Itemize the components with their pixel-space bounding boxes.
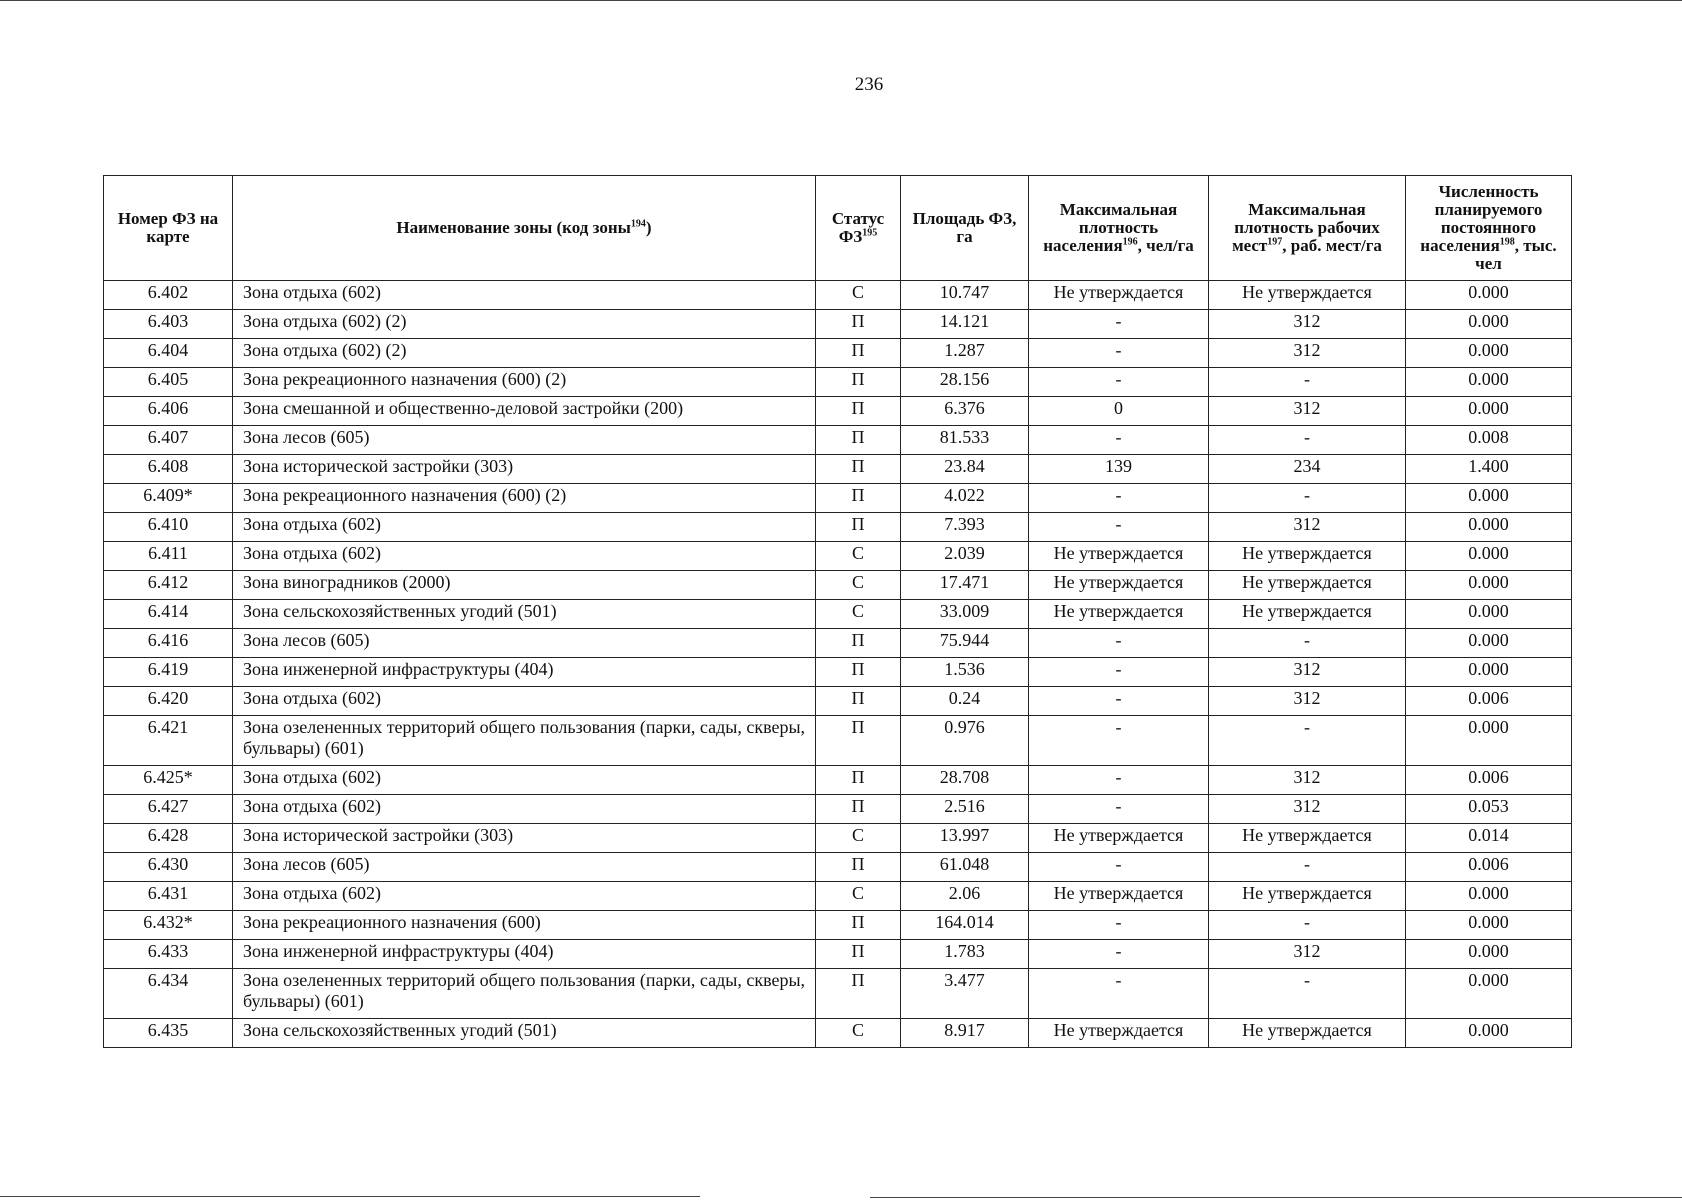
cell-number: 6.412 [104, 571, 233, 600]
table-row [104, 824, 1572, 853]
table-row [104, 600, 1572, 629]
table-row [104, 687, 1572, 716]
cell-work-density: 312 [1209, 397, 1406, 426]
cell-status: С [816, 824, 901, 853]
cell-name: Зона отдыха (602) [233, 766, 816, 795]
cell-work-density: - [1209, 853, 1406, 882]
cell-name: Зона отдыха (602) (2) [233, 310, 816, 339]
cell-area: 2.516 [901, 795, 1029, 824]
cell-pop-density: - [1029, 310, 1209, 339]
cell-pop-density: - [1029, 795, 1209, 824]
table-row [104, 969, 1572, 1019]
cell-name: Зона инженерной инфраструктуры (404) [233, 658, 816, 687]
cell-name: Зона рекреационного назначения (600) [233, 911, 816, 940]
cell-work-density: - [1209, 426, 1406, 455]
cell-area: 2.06 [901, 882, 1029, 911]
cell-name: Зона рекреационного назначения (600) (2) [233, 368, 816, 397]
cell-status: П [816, 940, 901, 969]
cell-pop-density: - [1029, 426, 1209, 455]
cell-number: 6.406 [104, 397, 233, 426]
table-row [104, 426, 1572, 455]
cell-pop-density: - [1029, 484, 1209, 513]
cell-work-density: - [1209, 911, 1406, 940]
cell-area: 8.917 [901, 1019, 1029, 1048]
cell-status: С [816, 571, 901, 600]
cell-number: 6.428 [104, 824, 233, 853]
cell-work-density: - [1209, 969, 1406, 1019]
cell-work-density: Не утверждается [1209, 882, 1406, 911]
cell-name: Зона лесов (605) [233, 426, 816, 455]
cell-name: Зона виноградников (2000) [233, 571, 816, 600]
cell-name: Зона отдыха (602) [233, 281, 816, 310]
cell-status: П [816, 658, 901, 687]
cell-status: П [816, 687, 901, 716]
cell-work-density: Не утверждается [1209, 600, 1406, 629]
cell-population: 0.000 [1406, 940, 1572, 969]
scan-edge-bottom [0, 1196, 700, 1197]
cell-name: Зона смешанной и общественно-деловой застройки (200) [233, 397, 816, 426]
cell-work-density: 312 [1209, 766, 1406, 795]
cell-pop-density: - [1029, 339, 1209, 368]
cell-area: 4.022 [901, 484, 1029, 513]
table-row [104, 853, 1572, 882]
cell-status: П [816, 969, 901, 1019]
cell-population: 0.000 [1406, 368, 1572, 397]
cell-work-density: - [1209, 629, 1406, 658]
cell-work-density: - [1209, 484, 1406, 513]
cell-name: Зона исторической застройки (303) [233, 824, 816, 853]
table-row [104, 455, 1572, 484]
cell-population: 0.000 [1406, 513, 1572, 542]
cell-population: 0.000 [1406, 542, 1572, 571]
cell-status: С [816, 882, 901, 911]
cell-work-density: 312 [1209, 687, 1406, 716]
cell-number: 6.403 [104, 310, 233, 339]
cell-name: Зона отдыха (602) [233, 687, 816, 716]
table-row [104, 571, 1572, 600]
cell-name: Зона рекреационного назначения (600) (2) [233, 484, 816, 513]
cell-name: Зона сельскохозяйственных угодий (501) [233, 1019, 816, 1048]
cell-name: Зона озелененных территорий общего пользования (парки, сады, скверы, бульвары) (601) [233, 969, 816, 1019]
cell-name: Зона отдыха (602) [233, 542, 816, 571]
cell-area: 75.944 [901, 629, 1029, 658]
cell-area: 164.014 [901, 911, 1029, 940]
cell-status: П [816, 766, 901, 795]
cell-number: 6.433 [104, 940, 233, 969]
cell-status: П [816, 310, 901, 339]
table-body [104, 281, 1572, 1048]
cell-number: 6.421 [104, 716, 233, 766]
cell-population: 0.000 [1406, 716, 1572, 766]
cell-pop-density: Не утверждается [1029, 600, 1209, 629]
cell-area: 81.533 [901, 426, 1029, 455]
cell-pop-density: - [1029, 969, 1209, 1019]
cell-population: 0.006 [1406, 766, 1572, 795]
cell-area: 7.393 [901, 513, 1029, 542]
cell-pop-density: Не утверждается [1029, 882, 1209, 911]
cell-pop-density: Не утверждается [1029, 542, 1209, 571]
zones-table [103, 175, 1572, 1048]
cell-status: П [816, 853, 901, 882]
cell-population: 0.000 [1406, 882, 1572, 911]
cell-area: 2.039 [901, 542, 1029, 571]
cell-work-density: Не утверждается [1209, 281, 1406, 310]
cell-number: 6.432* [104, 911, 233, 940]
cell-number: 6.430 [104, 853, 233, 882]
cell-name: Зона лесов (605) [233, 629, 816, 658]
cell-status: С [816, 600, 901, 629]
cell-population: 0.000 [1406, 600, 1572, 629]
cell-area: 13.997 [901, 824, 1029, 853]
cell-area: 1.536 [901, 658, 1029, 687]
cell-pop-density: Не утверждается [1029, 571, 1209, 600]
cell-name: Зона отдыха (602) (2) [233, 339, 816, 368]
cell-population: 0.000 [1406, 397, 1572, 426]
cell-status: П [816, 716, 901, 766]
header-work-density: Максимальная плотность рабочих мест$^{197}$, раб. мест/га [1209, 176, 1406, 281]
cell-work-density: 312 [1209, 310, 1406, 339]
table-row [104, 940, 1572, 969]
cell-work-density: Не утверждается [1209, 824, 1406, 853]
cell-number: 6.410 [104, 513, 233, 542]
cell-pop-density: - [1029, 766, 1209, 795]
header-status: Статус ФЗ$^{195}$ [816, 176, 901, 281]
cell-status: П [816, 455, 901, 484]
cell-status: П [816, 513, 901, 542]
cell-pop-density: - [1029, 629, 1209, 658]
cell-work-density: 312 [1209, 940, 1406, 969]
cell-pop-density: Не утверждается [1029, 1019, 1209, 1048]
cell-area: 10.747 [901, 281, 1029, 310]
cell-population: 0.000 [1406, 339, 1572, 368]
cell-area: 17.471 [901, 571, 1029, 600]
cell-work-density: Не утверждается [1209, 571, 1406, 600]
cell-pop-density: 0 [1029, 397, 1209, 426]
header-pop-density: Максимальная плотность населения$^{196}$, чел/га [1029, 176, 1209, 281]
cell-population: 0.006 [1406, 853, 1572, 882]
cell-area: 0.976 [901, 716, 1029, 766]
cell-status: С [816, 1019, 901, 1048]
table-header-row [104, 176, 1572, 281]
cell-name: Зона лесов (605) [233, 853, 816, 882]
table-row [104, 397, 1572, 426]
cell-work-density: 312 [1209, 513, 1406, 542]
cell-pop-density: Не утверждается [1029, 824, 1209, 853]
cell-work-density: - [1209, 368, 1406, 397]
cell-name: Зона отдыха (602) [233, 882, 816, 911]
cell-status: П [816, 339, 901, 368]
cell-area: 28.156 [901, 368, 1029, 397]
table-row [104, 310, 1572, 339]
table-row [104, 281, 1572, 310]
cell-pop-density: - [1029, 658, 1209, 687]
cell-population: 0.000 [1406, 658, 1572, 687]
cell-pop-density: - [1029, 368, 1209, 397]
cell-status: С [816, 542, 901, 571]
cell-status: С [816, 281, 901, 310]
table-row [104, 882, 1572, 911]
cell-number: 6.409* [104, 484, 233, 513]
cell-area: 33.009 [901, 600, 1029, 629]
cell-area: 0.24 [901, 687, 1029, 716]
cell-work-density: 234 [1209, 455, 1406, 484]
cell-number: 6.408 [104, 455, 233, 484]
cell-number: 6.411 [104, 542, 233, 571]
cell-number: 6.420 [104, 687, 233, 716]
cell-work-density: 312 [1209, 658, 1406, 687]
cell-area: 14.121 [901, 310, 1029, 339]
header-number: Номер ФЗ на карте [104, 176, 233, 281]
cell-name: Зона инженерной инфраструктуры (404) [233, 940, 816, 969]
cell-number: 6.405 [104, 368, 233, 397]
cell-population: 0.000 [1406, 629, 1572, 658]
table-row [104, 368, 1572, 397]
table-row [104, 629, 1572, 658]
cell-area: 61.048 [901, 853, 1029, 882]
cell-work-density: 312 [1209, 339, 1406, 368]
cell-name: Зона исторической застройки (303) [233, 455, 816, 484]
cell-area: 23.84 [901, 455, 1029, 484]
table-row [104, 1019, 1572, 1048]
cell-area: 28.708 [901, 766, 1029, 795]
table-row [104, 911, 1572, 940]
cell-number: 6.404 [104, 339, 233, 368]
cell-number: 6.425* [104, 766, 233, 795]
cell-number: 6.434 [104, 969, 233, 1019]
header-area: Площадь ФЗ, га [901, 176, 1029, 281]
cell-status: П [816, 426, 901, 455]
header-name: Наименование зоны (код зоны$^{194}$) [233, 176, 816, 281]
cell-number: 6.431 [104, 882, 233, 911]
table-row [104, 513, 1572, 542]
cell-number: 6.427 [104, 795, 233, 824]
cell-name: Зона отдыха (602) [233, 795, 816, 824]
cell-number: 6.435 [104, 1019, 233, 1048]
cell-status: П [816, 795, 901, 824]
cell-status: П [816, 484, 901, 513]
cell-number: 6.407 [104, 426, 233, 455]
cell-population: 0.000 [1406, 911, 1572, 940]
table-row [104, 716, 1572, 766]
cell-number: 6.419 [104, 658, 233, 687]
cell-population: 0.000 [1406, 310, 1572, 339]
header-population: Численность планируемого постоянного населения$^{198}$, тыс. чел [1406, 176, 1572, 281]
cell-work-density: Не утверждается [1209, 542, 1406, 571]
cell-status: П [816, 911, 901, 940]
page-number: 236 [854, 74, 884, 95]
cell-number: 6.416 [104, 629, 233, 658]
cell-name: Зона отдыха (602) [233, 513, 816, 542]
scan-edge-top [0, 0, 1682, 1]
cell-pop-density: Не утверждается [1029, 281, 1209, 310]
cell-population: 0.053 [1406, 795, 1572, 824]
cell-population: 0.014 [1406, 824, 1572, 853]
cell-area: 1.783 [901, 940, 1029, 969]
table-row [104, 484, 1572, 513]
cell-area: 3.477 [901, 969, 1029, 1019]
cell-area: 6.376 [901, 397, 1029, 426]
cell-work-density: 312 [1209, 795, 1406, 824]
cell-population: 0.000 [1406, 969, 1572, 1019]
table-row [104, 339, 1572, 368]
cell-population: 0.006 [1406, 687, 1572, 716]
cell-population: 0.000 [1406, 484, 1572, 513]
cell-pop-density: - [1029, 687, 1209, 716]
cell-population: 0.000 [1406, 281, 1572, 310]
cell-work-density: - [1209, 716, 1406, 766]
cell-status: П [816, 397, 901, 426]
cell-name: Зона сельскохозяйственных угодий (501) [233, 600, 816, 629]
cell-population: 0.000 [1406, 571, 1572, 600]
cell-population: 1.400 [1406, 455, 1572, 484]
cell-population: 0.000 [1406, 1019, 1572, 1048]
table-row [104, 766, 1572, 795]
cell-population: 0.008 [1406, 426, 1572, 455]
table-row [104, 658, 1572, 687]
cell-pop-density: - [1029, 853, 1209, 882]
cell-pop-density: 139 [1029, 455, 1209, 484]
cell-pop-density: - [1029, 716, 1209, 766]
cell-number: 6.414 [104, 600, 233, 629]
cell-area: 1.287 [901, 339, 1029, 368]
cell-status: П [816, 368, 901, 397]
scan-edge-bottom-right [870, 1197, 1682, 1198]
table-row [104, 542, 1572, 571]
cell-name: Зона озелененных территорий общего пользования (парки, сады, скверы, бульвары) (601) [233, 716, 816, 766]
cell-pop-density: - [1029, 911, 1209, 940]
cell-number: 6.402 [104, 281, 233, 310]
cell-status: П [816, 629, 901, 658]
cell-pop-density: - [1029, 513, 1209, 542]
cell-work-density: Не утверждается [1209, 1019, 1406, 1048]
cell-pop-density: - [1029, 940, 1209, 969]
table-row [104, 795, 1572, 824]
